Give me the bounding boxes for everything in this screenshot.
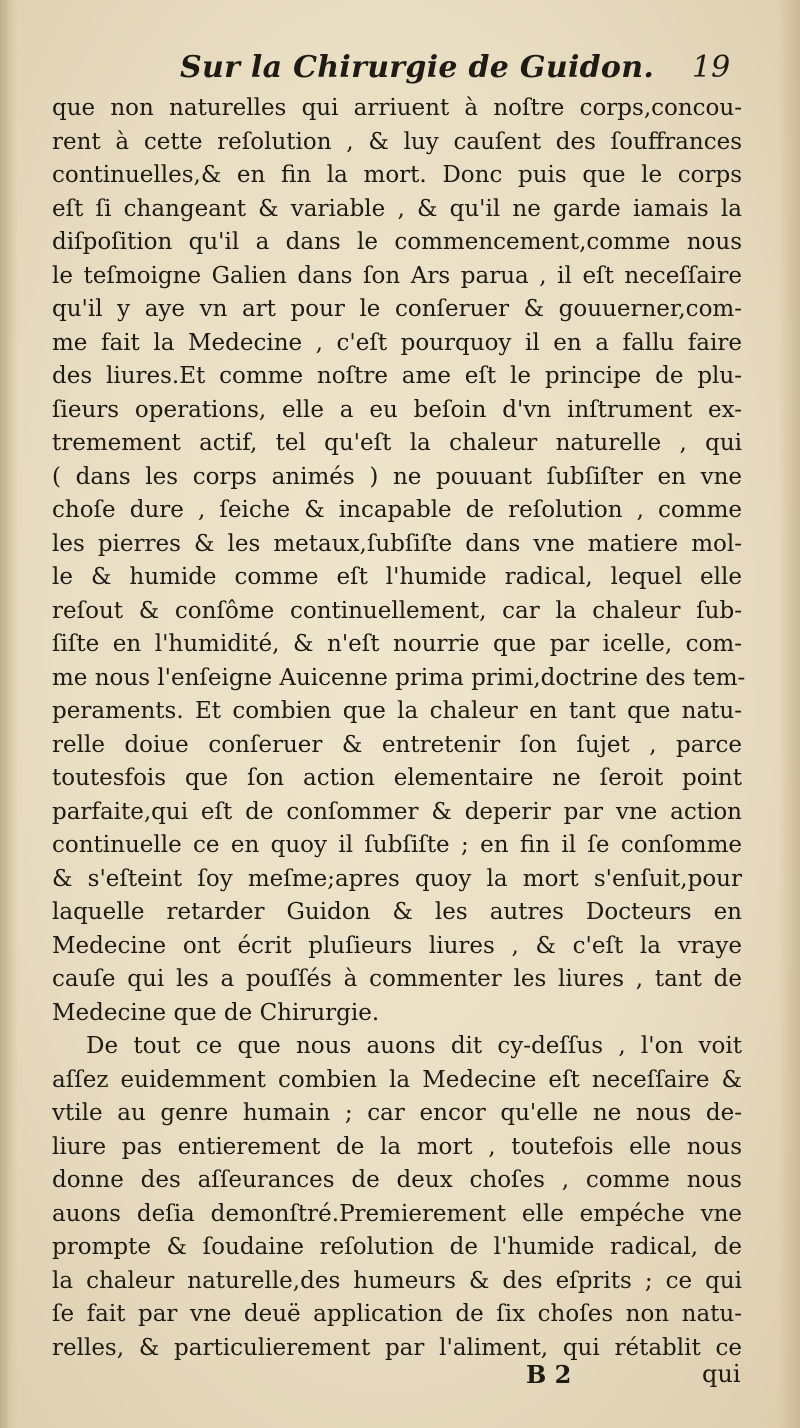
text-line: eſt ſi changeant & variable , & qu'il ne garde iamais la [52, 195, 742, 222]
text-line: peraments. Et combien que la chaleur en tant que natu- [52, 698, 742, 724]
text-line: des liures.Et comme noſtre ame eſt le principe de plu- [52, 363, 742, 389]
text-line: auons deſia demonſtré.Premierement elle empéche vne [52, 1200, 742, 1227]
text-line: parfaite,qui eſt de conſommer & deperir par vne action [52, 798, 742, 825]
page-number: 19 [692, 50, 731, 85]
text-line: relle doiue conſeruer & entretenir ſon ſujet , parce [52, 731, 742, 758]
text-line: qu'il y aye vn art pour le conſeruer & gouuerner,com- [52, 296, 742, 322]
text-line: les pierres & les metaux,ſubſiſte dans vne matiere mol- [52, 530, 742, 557]
text-line: donne des aſſeurances de deux choſes , comme nous [52, 1167, 742, 1193]
text-line: le & humide comme eſt l'humide radical, lequel elle [52, 564, 742, 590]
page-footer [0, 1360, 800, 1400]
text-line: que non naturelles qui arriuent à noſtre corps,concou- [52, 95, 742, 121]
text-line: relles, & particulierement par l'aliment, qui rétablit ce [52, 1334, 742, 1361]
text-line: toutesfois que ſon action elementaire ne ſeroit point [52, 765, 742, 791]
text-line: & s'eſteint ſoy meſme;apres quoy la mort s'enſuit,pour [52, 865, 742, 892]
text-line: me fait la Medecine , c'eſt pourquoy il en a fallu faire [52, 329, 742, 356]
text-line: ſiſte en l'humidité, & n'eſt nourrie que par icelle, com- [52, 631, 742, 657]
text-line: ſieurs operations, elle a eu beſoin d'vn inſtrument ex- [52, 396, 742, 423]
text-line: Medecine ont écrit pluſieurs liures , & c'eſt la vraye [52, 932, 742, 959]
text-line: rent à cette reſolution , & luy cauſent des ſouffrances [52, 128, 742, 155]
text-line: cauſe qui les a pouſſés à commenter les liures , tant de [52, 966, 742, 992]
body-text [52, 92, 746, 1365]
text-line: liure pas entierement de la mort , toutefois elle nous [52, 1133, 742, 1160]
text-line: continuelle ce en quoy il ſubſiſte ; en fin il ſe conſomme [52, 832, 742, 858]
text-line: ( dans les corps animés ) ne pouuant ſubſiſter en vne [52, 463, 742, 490]
text-line: la chaleur naturelle,des humeurs & des eſprits ; ce qui [52, 1267, 742, 1294]
text-line: ſe fait par vne deuë application de ſix choſes non natu- [52, 1301, 742, 1327]
paragraph-last-line: Medecine que de Chirurgie. [52, 999, 380, 1026]
signature-mark: B 2 [526, 1360, 572, 1389]
text-line: aſſez euidemment combien la Medecine eſt neceſſaire & [52, 1066, 742, 1093]
running-title: Sur la Chirurgie de Guidon. [180, 50, 655, 85]
text-line: me nous l'enſeigne Auicenne prima primi,doctrine des tem- [52, 664, 746, 691]
page-header [0, 48, 800, 92]
text-line: le teſmoigne Galien dans ſon Ars parua , il eſt neceſſaire [52, 262, 742, 289]
text-line: diſpoſition qu'il a dans le commencement,comme nous [52, 229, 742, 255]
text-line: choſe dure , ſeiche & incapable de reſolution , comme [52, 497, 742, 523]
text-line: continuelles,& en fin la mort. Donc puis que le corps [52, 162, 742, 188]
catchword: qui [702, 1360, 741, 1388]
text-line: laquelle retarder Guidon & les autres Docteurs en [52, 899, 742, 925]
text-line: reſout & conſôme continuellement, car la chaleur ſub- [52, 597, 742, 624]
text-line: prompte & ſoudaine reſolution de l'humide radical, de [52, 1234, 742, 1260]
text-line: tremement actif, tel qu'eſt la chaleur naturelle , qui [52, 430, 742, 456]
text-line: vtile au genre humain ; car encor qu'elle ne nous de- [52, 1100, 742, 1126]
paragraph-first-line: De tout ce que nous auons dit cy-deſſus , l'on voit [86, 1033, 742, 1059]
